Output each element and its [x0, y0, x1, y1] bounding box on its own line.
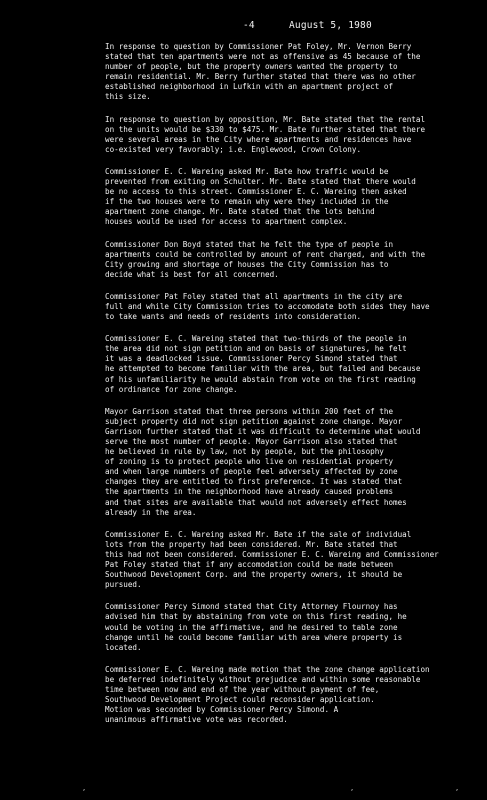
text-line: Pat Foley stated that if any accomodation could be made between — [105, 560, 394, 570]
text-line: on the units would be $330 to $475. Mr. Bate further stated that there — [105, 124, 426, 134]
text-line: it was a deadlocked issue. Commissioner Percy Simond stated that — [105, 354, 398, 364]
text-line: time between now and end of the year without payment of fee, — [105, 684, 380, 694]
paragraph — [105, 240, 481, 280]
scan-mark: , — [82, 784, 87, 792]
text-line: already in the area. — [105, 507, 197, 517]
text-line: apartments could be controlled by amount of rent charged, and with the — [105, 249, 426, 259]
paragraph — [105, 42, 481, 103]
paragraph — [105, 115, 481, 155]
text-line: co-existed very favorably; i.e. Englewood, Crown Colony. — [105, 144, 362, 154]
text-line: located. — [105, 642, 142, 652]
text-line: were several areas in the City where apartments and residences have — [105, 134, 412, 144]
text-line: prevented from exiting on Schulter. Mr. Bate stated that there would — [105, 177, 416, 187]
text-line: apartment zone change. Mr. Bate stated that the lots behind — [105, 207, 375, 217]
text-line: houses would be used for access to apartment complex. — [105, 217, 348, 227]
paragraph — [105, 292, 481, 322]
text-line: and when large numbers of people feel adversely affected by zone — [105, 467, 398, 477]
text-line: be deferred indefinitely without prejudice and within some reasonable — [105, 674, 421, 684]
text-line: Mayor Garrison stated that three persons within 200 feet of the — [105, 406, 394, 416]
text-line: change until he could become familiar with area where property is — [105, 632, 403, 642]
text-line: City growing and shortage of houses the City Commission has to — [105, 259, 389, 269]
paragraph — [105, 602, 481, 652]
scan-marks — [0, 784, 487, 794]
paragraph — [105, 665, 481, 726]
text-line: serve the most number of people. Mayor Garrison also stated that — [105, 437, 398, 446]
text-line: decide what is best for all concerned. — [105, 269, 279, 279]
text-line: subject property did not sign petition against zone change. Mayor — [105, 416, 403, 426]
text-line: number of people, but the property owners wanted the property to — [105, 62, 398, 72]
text-line: In response to question by Commissioner Pat Foley, Mr. Vernon Berry — [105, 42, 412, 51]
text-line: be no access to this street. Commissioner E. C. Wareing then asked — [105, 187, 407, 197]
text-line: this had not been considered. Commissioner E. C. Wareing and Commissioner — [105, 549, 439, 559]
text-line: Commissioner E. C. Wareing made motion that the zone change application — [105, 664, 430, 674]
text-line: established neighborhood in Lufkin with an apartment project of — [105, 82, 394, 92]
text-line: advised him that by abstaining from vote on this first reading, he — [105, 612, 407, 622]
text-line: Motion was seconded by Commissioner Percy Simond. A — [105, 705, 339, 715]
text-line: and that sites are available that would not adversely effect homes — [105, 497, 407, 507]
page-number: -4 — [243, 20, 255, 31]
text-line: to take wants and needs of residents into consideration. — [105, 312, 362, 322]
text-line: of his unfamiliarity he would abstain from vote on the first reading — [105, 374, 416, 384]
text-line: changes they are entitled to first preference. It was stated that — [105, 477, 403, 487]
text-line: Commissioner Percy Simond stated that City Attorney Flournoy has — [105, 602, 398, 612]
text-line: Commissioner Pat Foley stated that all apartments in the city are — [105, 291, 403, 301]
text-line: he attempted to become familiar with the area, but failed and because — [105, 364, 421, 374]
text-line: Commissioner E. C. Wareing asked Mr. Bate if the sale of individual — [105, 529, 412, 539]
text-line: remain residential. Mr. Berry further stated that there was no other — [105, 72, 416, 82]
text-line: full and while City Commission tries to accomodate both sides they have — [105, 301, 430, 311]
text-line: Commissioner E. C. Wareing stated that two-thirds of the people in — [105, 334, 407, 344]
text-line: the area did not sign petition and on basis of signatures, he felt — [105, 344, 407, 354]
text-line: Garrison further stated that it was difficult to determine what would — [105, 426, 421, 436]
text-line: Southwood Development Project could reconsider application. — [105, 695, 375, 705]
text-line: lots from the property had been considered. Mr. Bate stated that — [105, 539, 398, 549]
page-header — [0, 20, 487, 34]
text-line: In response to question by opposition, Mr. Bate stated that the rental — [105, 114, 426, 124]
text-line: stated that ten apartments were not as offensive as 45 because of the — [105, 52, 421, 62]
text-line: the apartments in the neighborhood have already caused problems — [105, 487, 394, 497]
meeting-date: August 5, 1980 — [289, 20, 372, 31]
scan-mark: , — [455, 784, 460, 792]
text-line: would be voting in the affirmative, and he desired to table zone — [105, 622, 398, 632]
paragraph — [105, 167, 481, 228]
text-line: Southwood Development Corp. and the property owners, it should be — [105, 570, 403, 580]
text-line: pursued. — [105, 580, 142, 590]
text-line: if the two houses were to remain why were they included in the — [105, 197, 389, 207]
text-line: Commissioner E. C. Wareing asked Mr. Bate how traffic would be — [105, 166, 389, 176]
text-line: of ordinance for zone change. — [105, 384, 238, 394]
minutes-body — [105, 42, 481, 737]
text-line: he believed in rule by law, not by people, but the philosophy — [105, 447, 384, 457]
text-line: unanimous affirmative vote was recorded. — [105, 715, 288, 725]
paragraph — [105, 334, 481, 395]
scan-mark: , — [350, 784, 355, 792]
text-line: of zoning is to protect people who live on residential property — [105, 457, 394, 467]
paragraph — [105, 407, 481, 518]
paragraph — [105, 530, 481, 591]
text-line: Commissioner Don Boyd stated that he felt the type of people in — [105, 239, 394, 249]
text-line: this size. — [105, 92, 151, 102]
